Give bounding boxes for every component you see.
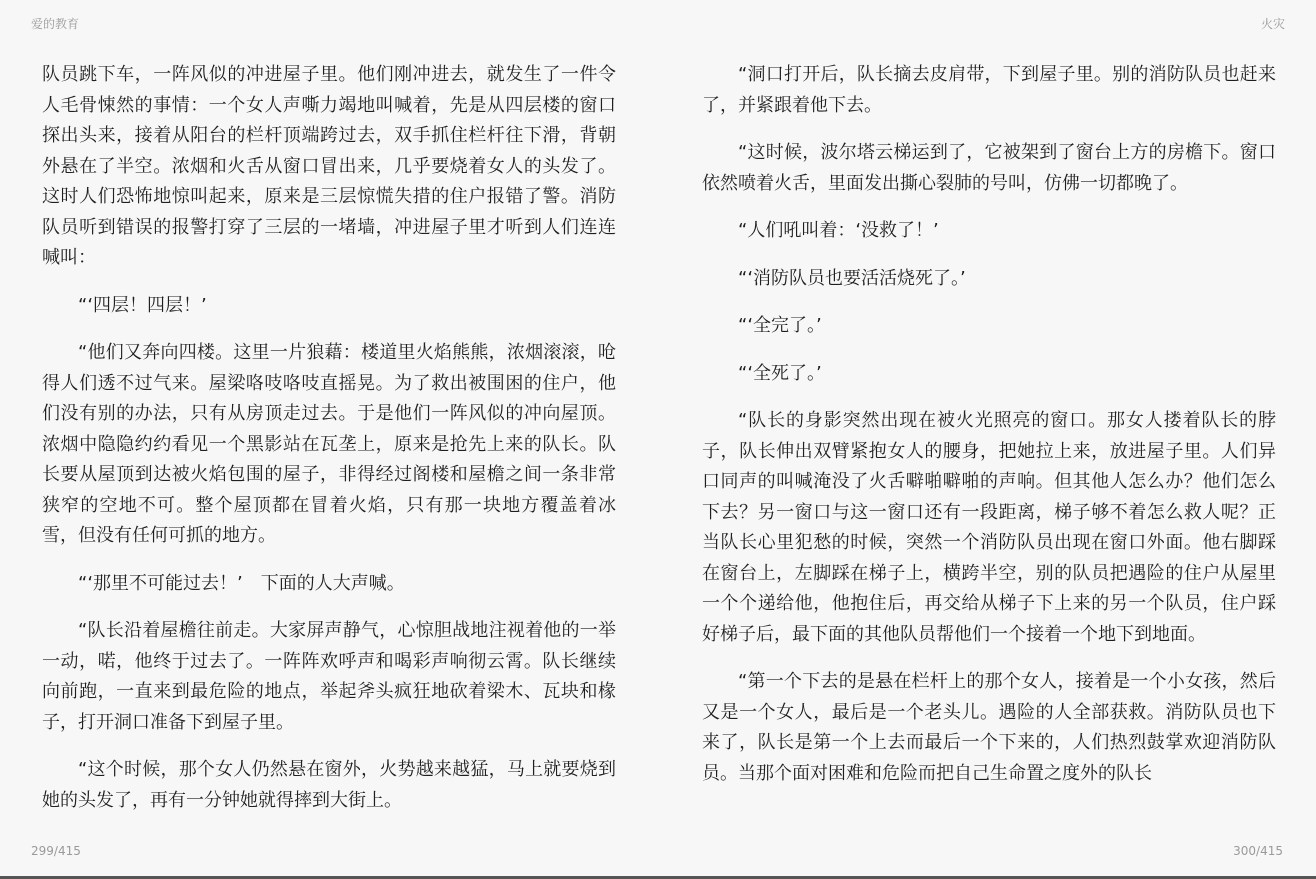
paragraph: “这个时候，那个女人仍然悬在窗外，火势越来越猛，马上就要烧到她的头发了，再有一分钟她就得摔到大街上。 bbox=[42, 759, 616, 811]
left-page-number: 299/415 bbox=[31, 844, 81, 858]
paragraph: “队长沿着屋檐往前走。大家屏声静气，心惊胆战地注视着他的一举一动，喏，他终于过去了。一阵阵欢呼声和喝彩声响彻云霄。队长继续向前跑，一直来到最危险的地点，举起斧头疯狂地砍着梁木、瓦块和椽子，打开洞口准备下到屋子里。 bbox=[42, 620, 616, 733]
paragraph: “‘全完了。’ bbox=[738, 315, 822, 336]
right-page[interactable] bbox=[702, 60, 1276, 806]
paragraph: 队员跳下车，一阵风似的冲进屋子里。他们刚冲进去，就发生了一件令人毛骨悚然的事情：一个女人声嘶力竭地叫喊着，先是从四层楼的窗口探出头来，接着从阳台的栏杆顶端跨过去，双手抓住栏杆往下滑，背朝外悬在了半空。浓烟和火舌从窗口冒出来，几乎要烧着女人的头发了。这时人们恐怖地惊叫起来，原来是三层惊慌失措的住户报错了警。消防队员听到错误的报警打穿了三层的一堵墙，冲进屋子里才听到人们连连喊叫： bbox=[42, 64, 616, 268]
paragraph: “这时候，波尔塔云梯运到了，它被架到了窗台上方的房檐下。窗口依然喷着火舌，里面发出撕心裂肺的号叫，仿佛一切都晚了。 bbox=[702, 142, 1276, 194]
chapter-title: 火灾 bbox=[1260, 17, 1285, 31]
paragraph: “‘四层！四层！’ bbox=[78, 294, 207, 316]
paragraph: “‘消防队员也要活活烧死了。’ bbox=[738, 267, 966, 289]
paragraph: “洞口打开后，队长摘去皮肩带，下到屋子里。别的消防队员也赶来了，并紧跟着他下去。 bbox=[702, 64, 1276, 116]
paragraph: “‘那里不可能过去！’ 下面的人大声喊。 bbox=[78, 572, 405, 594]
book-title: 爱的教育 bbox=[31, 17, 80, 31]
paragraph: “人们吼叫着：‘没救了！’ bbox=[738, 220, 939, 241]
paragraph: “他们又奔向四楼。这里一片狼藉：楼道里火焰熊熊，浓烟滚滚，呛得人们透不过气来。屋梁咯吱咯吱直摇晃。为了救出被围困的住户，他们没有别的办法，只有从房顶走过去。于是他们一阵风似的冲向屋顶。浓烟中隐隐约约看见一个黑影站在瓦垄上，原来是抢先上来的队长。队长要从屋顶到达被火焰包围的屋子，非得经过阁楼和屋檐之间一条非常狭窄的空地不可。整个屋顶都在冒着火焰，只有那一块地方覆盖着冰雪，但没有任何可抓的地方。 bbox=[42, 342, 616, 546]
paragraph: “队长的身影突然出现在被火光照亮的窗口。那女人搂着队长的脖子，队长伸出双臂紧抱女人的腰身，把她拉上来，放进屋子里。人们异口同声的叫喊淹没了火舌噼啪噼啪的声响。但其他人怎么办？他们怎么下去？另一窗口与这一窗口还有一段距离，梯子够不着怎么救人呢？正当队长心里犯愁的时候，突然一个消防队员出现在窗口外面。他右脚踩在窗台上，左脚踩在梯子上，横跨半空，别的队员把遇险的住户从屋里一个个递给他，他抱住后，再交给从梯子下上来的另一个队员，住户踩好梯子后，最下面的其他队员帮他们一个接着一个地下到地面。 bbox=[702, 410, 1276, 645]
paragraph: “第一个下去的是悬在栏杆上的那个女人，接着是一个小女孩，然后又是一个女人，最后是一个老头儿。遇险的人全部获救。消防队员也下来了，队长是第一个上去而最后一个下来的，人们热烈鼓掌欢迎消防队员。当那个面对困难和危险而把自己生命置之度外的队长 bbox=[702, 671, 1276, 784]
paragraph: “‘全死了。’ bbox=[738, 362, 822, 384]
left-page[interactable] bbox=[42, 60, 616, 833]
right-page-number: 300/415 bbox=[1233, 844, 1283, 858]
